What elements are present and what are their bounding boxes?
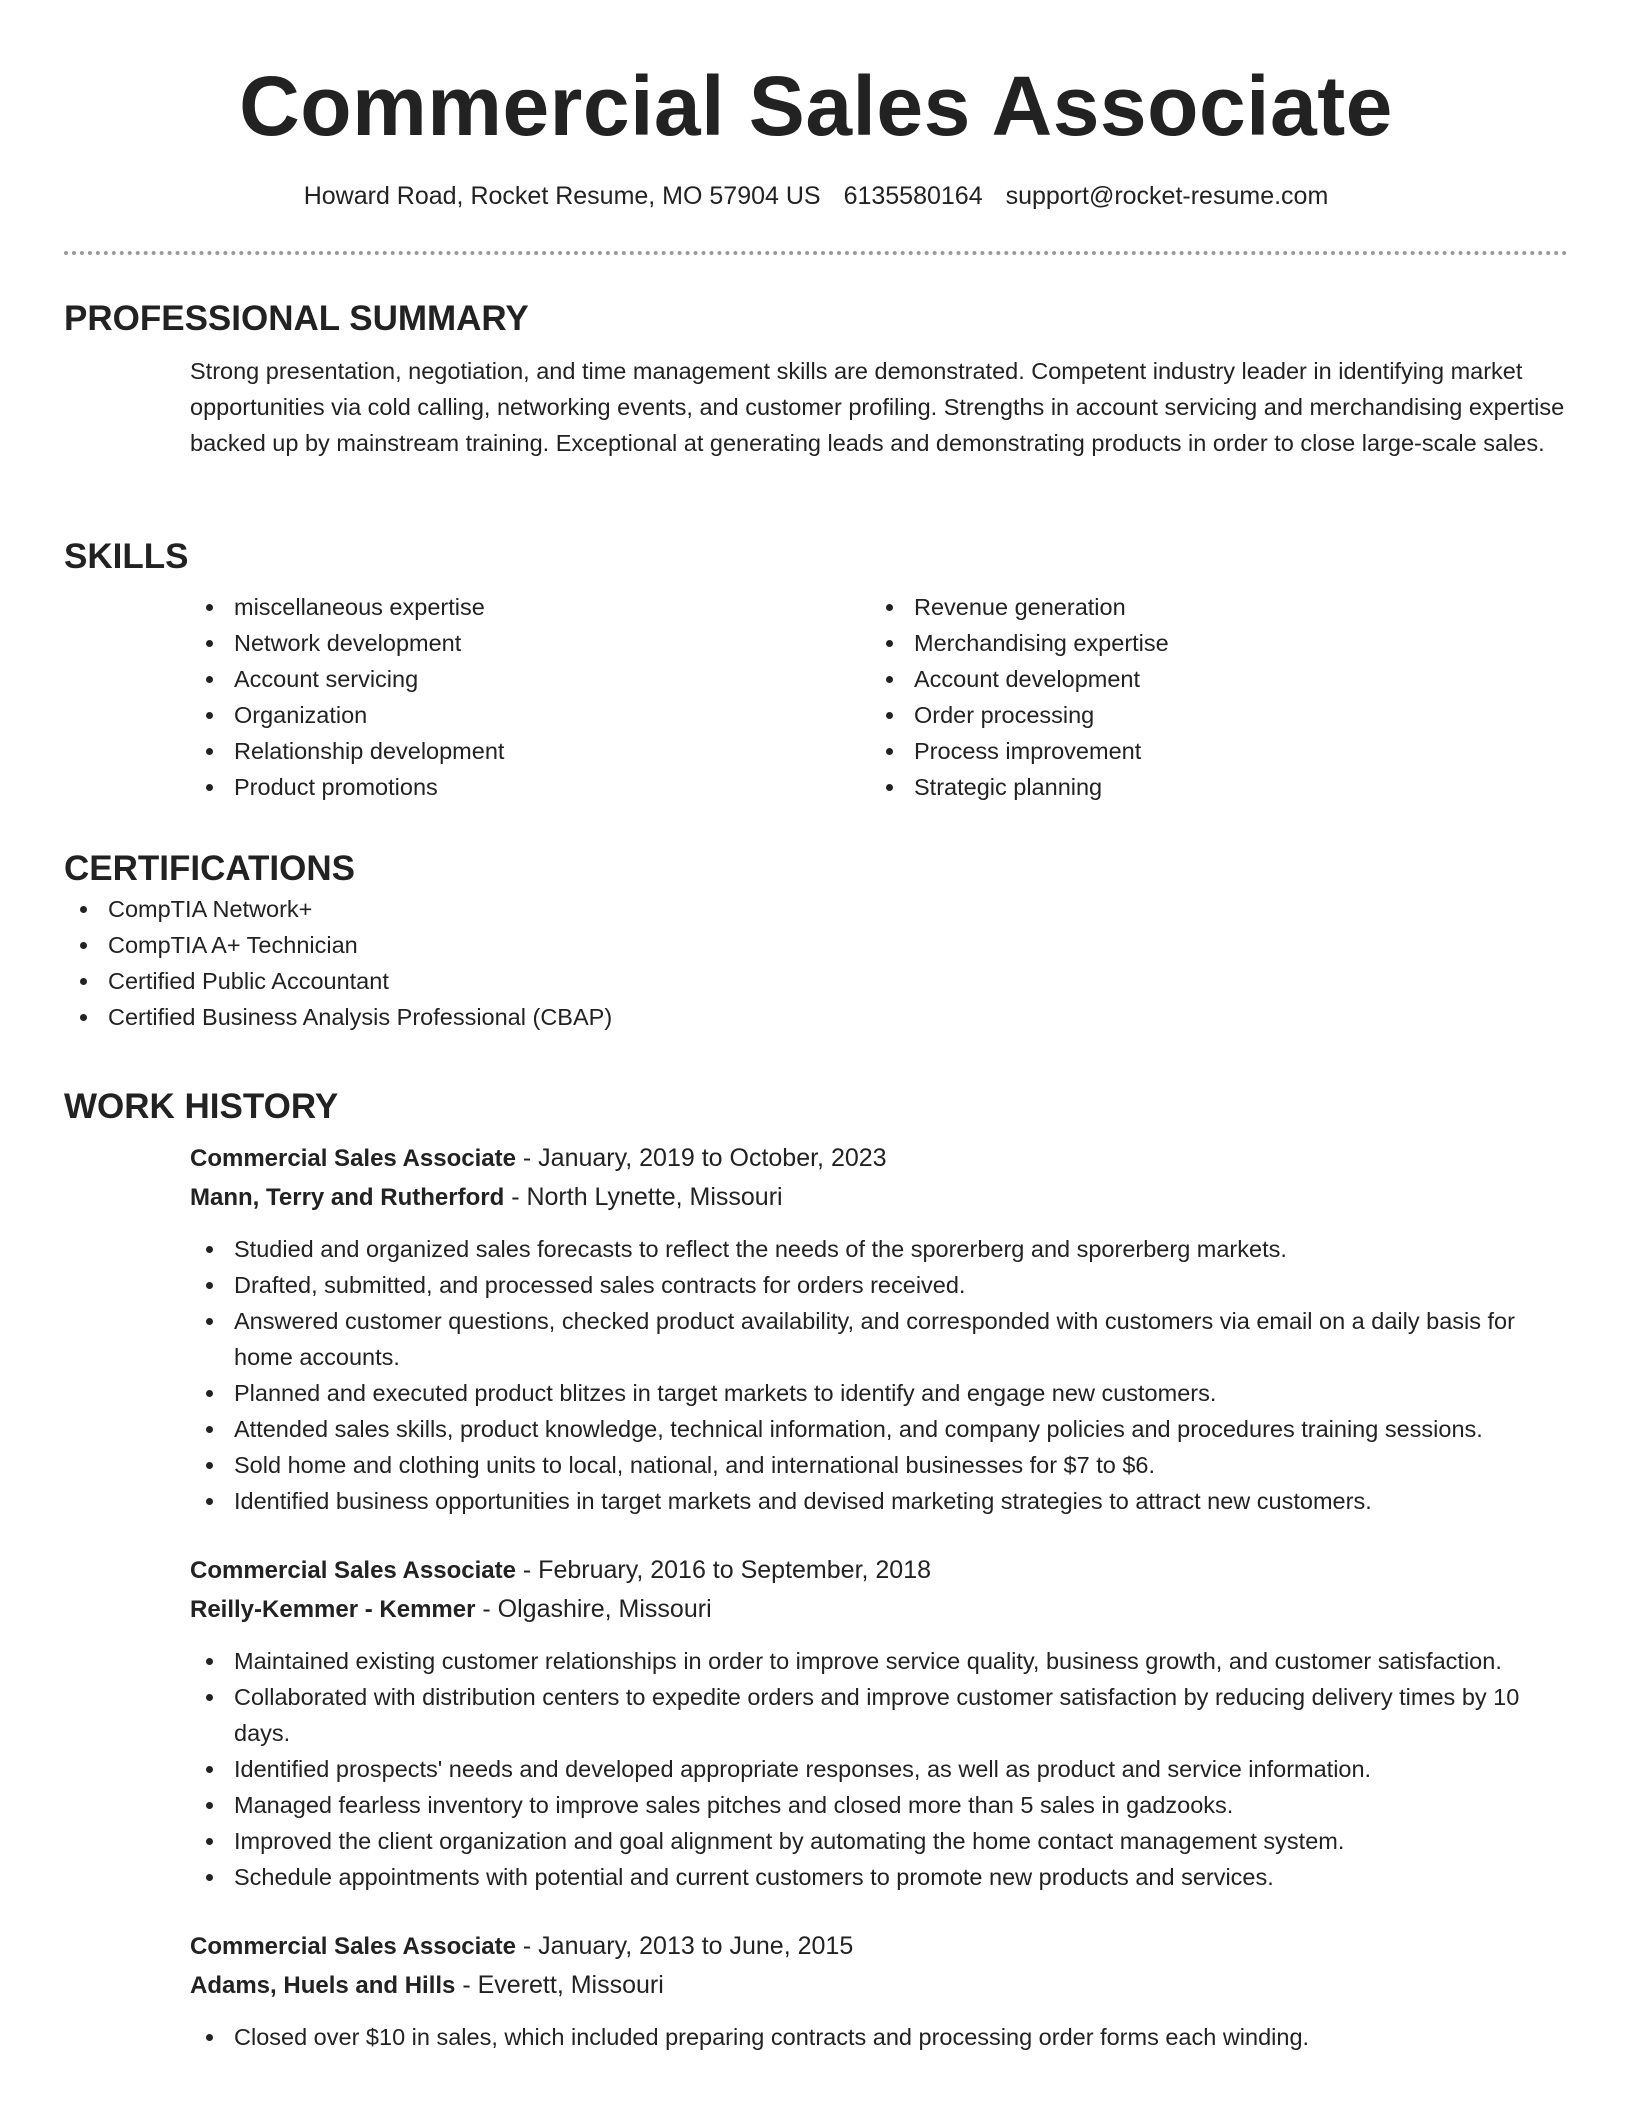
skill-item: miscellaneous expertise xyxy=(190,589,870,625)
job-role: Commercial Sales Associate xyxy=(190,1557,516,1584)
job-bullets xyxy=(190,1643,1568,1895)
job-entry xyxy=(190,1139,1568,1519)
skill-item: Relationship development xyxy=(190,733,870,769)
certification-item: CompTIA Network+ xyxy=(64,891,1568,927)
summary-text: Strong presentation, negotiation, and time management skills are demonstrated. Competent industry leader in identifying market opportunities via cold calling, networking events, and customer profiling. Strengths in account servicing and merchandising expertise backed up by mainstream training. Exceptional at generating leads and demonstrating products in order to close large-scale sales. xyxy=(190,358,1565,456)
skill-item: Organization xyxy=(190,697,870,733)
job-bullets xyxy=(190,1231,1568,1519)
job-bullet: Studied and organized sales forecasts to reflect the needs of the sporerberg and sporerberg markets. xyxy=(190,1231,1568,1267)
skill-item: Product promotions xyxy=(190,769,870,805)
contact-email: support@rocket-resume.com xyxy=(1005,182,1329,210)
job-bullets xyxy=(190,2019,1568,2055)
job-title-line xyxy=(190,1927,1568,1966)
resume-header xyxy=(0,0,1632,212)
job-entry xyxy=(190,1927,1568,2055)
job-bullet: Managed fearless inventory to improve sales pitches and closed more than 5 sales in gadzooks. xyxy=(190,1787,1568,1823)
job-bullet: Collaborated with distribution centers to expedite orders and improve customer satisfaction by reducing delivery times by 10 days. xyxy=(190,1679,1568,1751)
job-company: Mann, Terry and Rutherford xyxy=(190,1184,505,1211)
job-entry xyxy=(190,1551,1568,1895)
job-bullet: Answered customer questions, checked product availability, and corresponded with customers via email on a daily basis for home accounts. xyxy=(190,1303,1568,1375)
job-company: Reilly-Kemmer - Kemmer xyxy=(190,1596,476,1623)
job-dates: - January, 2013 to June, 2015 xyxy=(515,1932,854,1960)
skills-list-right xyxy=(870,589,1550,805)
job-location: - Everett, Missouri xyxy=(455,1971,664,1999)
job-bullet: Planned and executed product blitzes in target markets to identify and engage new customers. xyxy=(190,1375,1568,1411)
job-title-line xyxy=(190,1139,1568,1178)
job-bullet: Drafted, submitted, and processed sales contracts for orders received. xyxy=(190,1267,1568,1303)
header-divider xyxy=(64,251,1568,255)
skill-item: Network development xyxy=(190,625,870,661)
skill-item: Account development xyxy=(870,661,1550,697)
job-bullet: Sold home and clothing units to local, national, and international businesses for $7 to $6. xyxy=(190,1447,1568,1483)
job-bullet: Closed over $10 in sales, which included preparing contracts and processing order forms each winding. xyxy=(190,2019,1568,2055)
job-role: Commercial Sales Associate xyxy=(190,1145,516,1172)
job-role: Commercial Sales Associate xyxy=(190,1933,516,1960)
skills-list-left xyxy=(190,589,870,805)
job-company-line xyxy=(190,1590,1568,1629)
job-bullet: Maintained existing customer relationships in order to improve service quality, business growth, and customer satisfaction. xyxy=(190,1643,1568,1679)
summary-title: PROFESSIONAL SUMMARY xyxy=(64,299,529,338)
certifications-title: CERTIFICATIONS xyxy=(64,849,356,888)
certifications-list xyxy=(64,891,1568,1035)
job-company: Adams, Huels and Hills xyxy=(190,1972,456,1999)
skill-item: Revenue generation xyxy=(870,589,1550,625)
certifications-section xyxy=(64,847,1568,1035)
candidate-name: Commercial Sales Associate xyxy=(239,59,1393,153)
contact-address: Howard Road, Rocket Resume, MO 57904 US xyxy=(303,182,821,210)
contact-line xyxy=(0,180,1632,212)
job-bullet: Improved the client organization and goal alignment by automating the home contact management system. xyxy=(190,1823,1568,1859)
skill-item: Account servicing xyxy=(190,661,870,697)
job-dates: - February, 2016 to September, 2018 xyxy=(515,1556,932,1584)
job-bullet: Identified business opportunities in target markets and devised marketing strategies to attract new customers. xyxy=(190,1483,1568,1519)
certification-item: Certified Public Accountant xyxy=(64,963,1568,999)
work-history-section xyxy=(64,1085,1568,2055)
job-location: - Olgashire, Missouri xyxy=(475,1595,712,1623)
job-location: - North Lynette, Missouri xyxy=(504,1183,783,1211)
skill-item: Merchandising expertise xyxy=(870,625,1550,661)
certification-item: Certified Business Analysis Professional (CBAP) xyxy=(64,999,1568,1035)
job-dates: - January, 2019 to October, 2023 xyxy=(515,1144,887,1172)
skill-item: Strategic planning xyxy=(870,769,1550,805)
summary-section xyxy=(64,297,1568,461)
job-title-line xyxy=(190,1551,1568,1590)
skills-columns xyxy=(190,589,1568,805)
job-bullet: Attended sales skills, product knowledge, technical information, and company policies and procedures training sessions. xyxy=(190,1411,1568,1447)
contact-phone: 6135580164 xyxy=(843,182,983,210)
skill-item: Process improvement xyxy=(870,733,1550,769)
skill-item: Order processing xyxy=(870,697,1550,733)
job-company-line xyxy=(190,1966,1568,2005)
job-company-line xyxy=(190,1178,1568,1217)
job-bullet: Schedule appointments with potential and current customers to promote new products and services. xyxy=(190,1859,1568,1895)
skills-section xyxy=(64,535,1568,805)
work-history-title: WORK HISTORY xyxy=(64,1087,339,1126)
skills-title: SKILLS xyxy=(64,537,189,576)
job-bullet: Identified prospects' needs and developed appropriate responses, as well as product and service information. xyxy=(190,1751,1568,1787)
certification-item: CompTIA A+ Technician xyxy=(64,927,1568,963)
